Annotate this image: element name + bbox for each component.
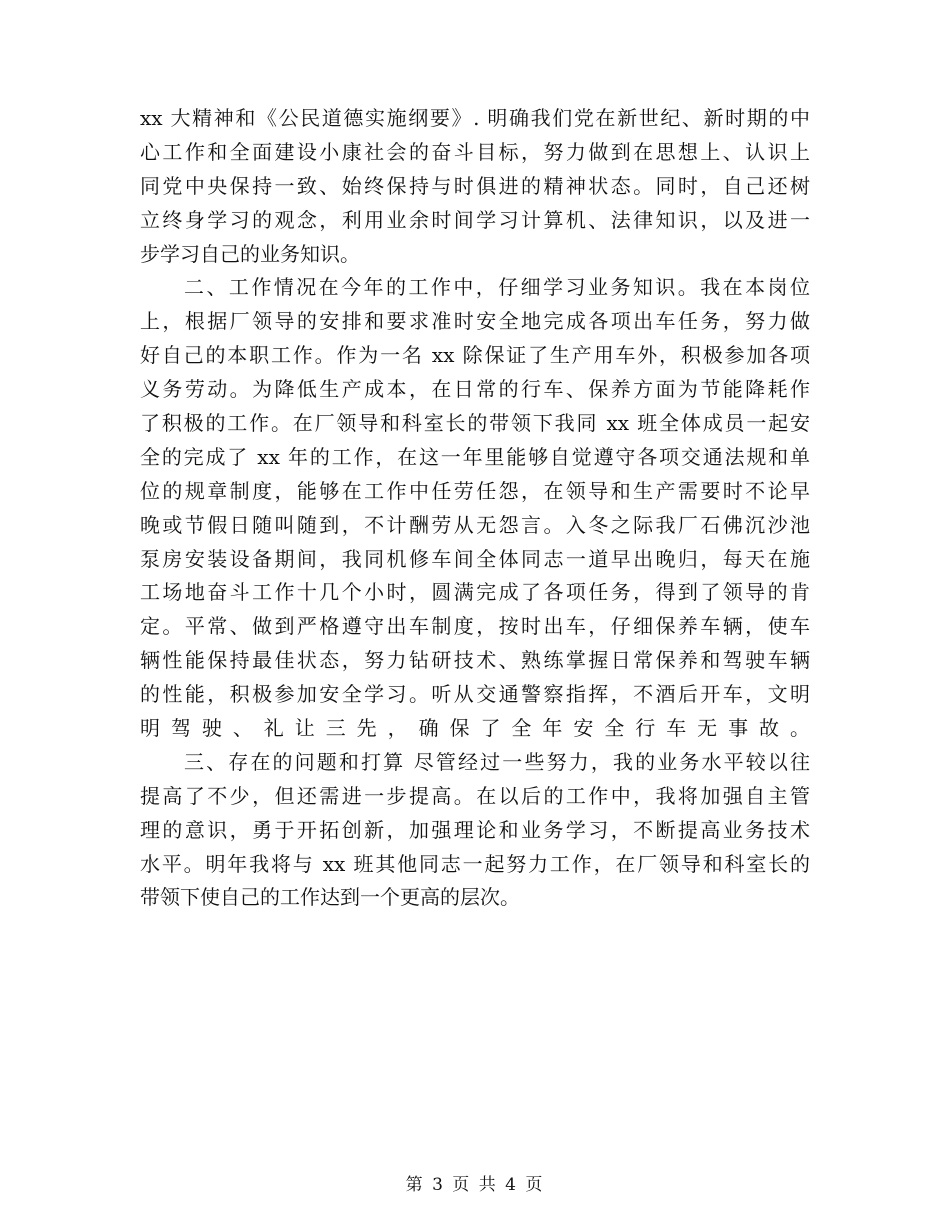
text-line: 好自己的本职工作。作为一名 xx 除保证了生产用车外，积极参加各项 [140, 343, 810, 368]
section-heading-line: 二、工作情况在今年的工作中，仔细学习业务知识。我在本岗位 [184, 275, 810, 300]
text-line: xx 大精神和《公民道德实施纲要》. 明确我们党在新世纪、新时期的中 [140, 106, 810, 130]
text-line: 了积极的工作。在厂领导和科室长的带领下我同 xx 班全体成员一起安 [140, 411, 810, 436]
text-line: 全的完成了 xx 年的工作，在这一年里能够自觉遵守各项交通法规和单 [140, 444, 810, 469]
text-line: 步学习自己的业务知识。 [140, 241, 360, 266]
text-line: 的性能，积极参加安全学习。听从交通警察指挥，不酒后开车，文明 [140, 682, 810, 707]
text-line: 带领下使自己的工作达到一个更高的层次。 [140, 885, 520, 910]
text-line: 辆性能保持最佳状态，努力钻研技术、熟练掌握日常保养和驾驶车辆 [140, 648, 810, 673]
text-line: 工场地奋斗工作十几个小时，圆满完成了各项任务，得到了领导的肯 [140, 580, 810, 605]
text-line: 理的意识，勇于开拓创新，加强理论和业务学习，不断提高业务技术 [140, 817, 810, 842]
text-line: 位的规章制度，能够在工作中任劳任怨，在领导和生产需要时不论早 [140, 478, 810, 503]
text-line: 立终身学习的观念，利用业余时间学习计算机、法律知识，以及进一 [140, 207, 810, 232]
text-line: 水平。明年我将与 xx 班其他同志一起努力工作，在厂领导和科室长的 [140, 851, 810, 876]
section-heading-line: 三、存在的问题和打算 尽管经过一些努力，我的业务水平较以往 [184, 749, 810, 774]
text-line: 上，根据厂领导的安排和要求准时安全地完成各项出车任务，努力做 [140, 309, 810, 334]
text-line: 同党中央保持一致、始终保持与时俱进的精神状态。同时，自己还树 [140, 173, 810, 198]
text-line: 提高了不少，但还需进一步提高。在以后的工作中，我将加强自主管 [140, 783, 810, 808]
page-number-footer: 第 3 页 共 4 页 [405, 1175, 545, 1195]
text-line: 定。平常、做到严格遵守出车制度，按时出车，仔细保养车辆，使车 [140, 614, 810, 639]
text-line: 晚或节假日随叫随到，不计酬劳从无怨言。入冬之际我厂石佛沉沙池 [140, 512, 810, 537]
text-line: 明驾驶、礼让三先，确保了全年安全行车无事故。 [140, 716, 810, 741]
text-line: 心工作和全面建设小康社会的奋斗目标，努力做到在思想上、认识上 [140, 139, 810, 164]
text-line: 泵房安装设备期间，我同机修车间全体同志一道早出晚归，每天在施 [140, 546, 810, 571]
body-text [140, 102, 810, 915]
text-line: 义务劳动。为降低生产成本，在日常的行车、保养方面为节能降耗作 [140, 377, 810, 402]
